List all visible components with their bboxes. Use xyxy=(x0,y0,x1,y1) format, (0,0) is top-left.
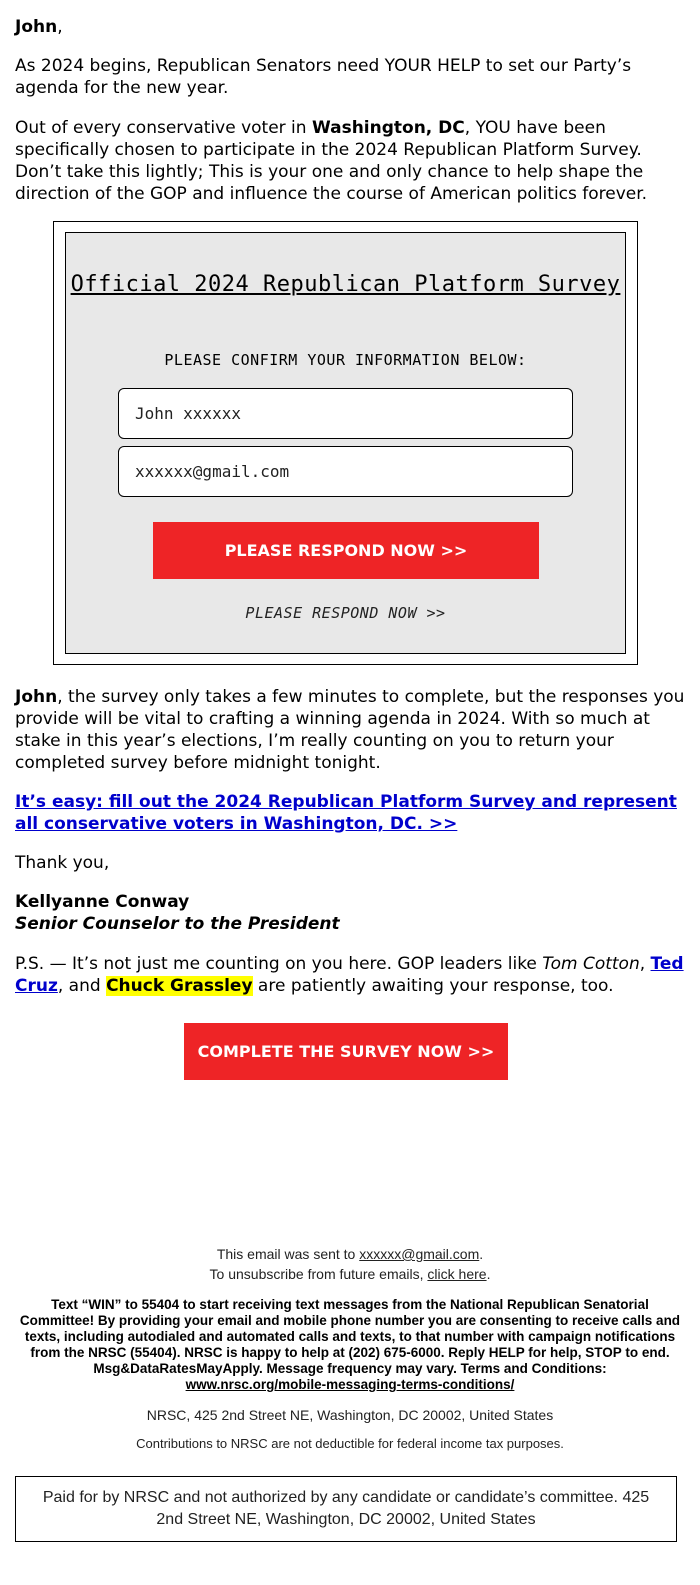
footer-email-link[interactable]: xxxxxx@gmail.com xyxy=(359,1246,480,1262)
ps-leader-cotton: Tom Cotton xyxy=(542,954,640,974)
thanks-line: Thank you, xyxy=(15,853,110,873)
survey-subtitle: PLEASE CONFIRM YOUR INFORMATION BELOW: xyxy=(164,351,527,369)
greeting xyxy=(15,16,63,38)
chosen-text-before: Out of every conservative voter in xyxy=(15,118,312,138)
paid-for-box: Paid for by NRSC and not authorized by any candidate or candidate’s committee. 425 2nd Street NE, Washington, DC 20002, United States xyxy=(15,1476,677,1542)
ps-leader-cruz-link[interactable]: Ted Cruz xyxy=(15,954,684,996)
signature-name: Kellyanne Conway xyxy=(15,892,190,912)
signature-title: Senior Counselor to the President xyxy=(15,914,340,934)
footer-sms-text: Text “WIN” to 55404 to start receiving text messages from the National Republican Senatorial Committee! By providing your email and mobile phone number you are consenting to receive calls and texts, including autodialed and automated calls and texts, to that number with campaign notifications from the NRSC (55404). NRSC is happy to help at (202) 675-6000. Reply HELP for help, STOP to end. Msg&DataRatesMayApply. Message frequency may vary. Terms and Conditions: xyxy=(19,1297,681,1376)
footer-tax-note: Contributions to NRSC are not deductible for federal income tax purposes. xyxy=(136,1436,564,1451)
intro-paragraph: As 2024 begins, Republican Senators need YOUR HELP to set our Party’s agenda for the new year. xyxy=(15,56,632,98)
survey-box xyxy=(53,221,638,665)
greeting-name: John xyxy=(15,17,58,37)
unsubscribe-link[interactable]: click here xyxy=(427,1266,487,1282)
sms-terms-link[interactable]: www.nrsc.org/mobile-messaging-terms-conditions/ xyxy=(185,1377,515,1392)
postscript xyxy=(15,953,685,997)
email-field[interactable]: xxxxxx@gmail.com xyxy=(118,446,573,497)
greeting-punct: , xyxy=(57,17,63,37)
survey-panel xyxy=(65,232,626,654)
footer-address: NRSC, 425 2nd Street NE, Washington, DC 20002, United States xyxy=(146,1407,554,1423)
footer-unsub-prefix: To unsubscribe from future emails, xyxy=(209,1266,428,1282)
urgency-name: John xyxy=(15,687,58,707)
name-field[interactable]: John xxxxxx xyxy=(118,388,573,439)
chosen-text-after: , YOU have been specifically chosen to participate in the 2024 Republican Platform Survey. Don’t take this lightly; This is your one and only chance to help shape the direction of the GOP and influence the course of American politics forever. xyxy=(15,118,648,204)
ps-text-after: are patiently awaiting your response, too. xyxy=(252,976,614,996)
ps-text-before: P.S. — It’s not just me counting on you here. GOP leaders like xyxy=(15,954,543,974)
footer-sms-disclaimer xyxy=(15,1297,685,1393)
ps-leader-grassley: Chuck Grassley xyxy=(106,976,253,996)
respond-now-link[interactable]: PLEASE RESPOND NOW >> xyxy=(245,604,446,622)
signature xyxy=(15,891,340,935)
urgency-paragraph xyxy=(15,686,685,774)
ps-sep-1: , xyxy=(639,954,651,974)
survey-cta-link[interactable]: It’s easy: fill out the 2024 Republican Platform Survey and represent all conservative voters in Washington, DC. >> xyxy=(15,792,677,834)
ps-sep-2: , and xyxy=(57,976,107,996)
respond-now-button[interactable]: PLEASE RESPOND NOW >> xyxy=(153,522,539,579)
urgency-text: , the survey only takes a few minutes to complete, but the responses you provide will be vital to crafting a winning agenda in 2024. With so much at stake in this year’s elections, I’m really counting on you to return your completed survey before midnight tonight. xyxy=(15,687,685,773)
footer-unsub-suffix: . xyxy=(486,1266,491,1282)
footer-sent-to xyxy=(15,1244,685,1264)
survey-title: Official 2024 Republican Platform Survey xyxy=(70,272,621,297)
chosen-paragraph xyxy=(15,117,685,205)
chosen-location: Washington, DC xyxy=(311,118,465,138)
footer-unsubscribe xyxy=(15,1264,685,1284)
footer-sent-suffix: . xyxy=(479,1246,484,1262)
footer-sent-prefix: This email was sent to xyxy=(216,1246,360,1262)
complete-survey-button[interactable]: COMPLETE THE SURVEY NOW >> xyxy=(184,1023,508,1080)
